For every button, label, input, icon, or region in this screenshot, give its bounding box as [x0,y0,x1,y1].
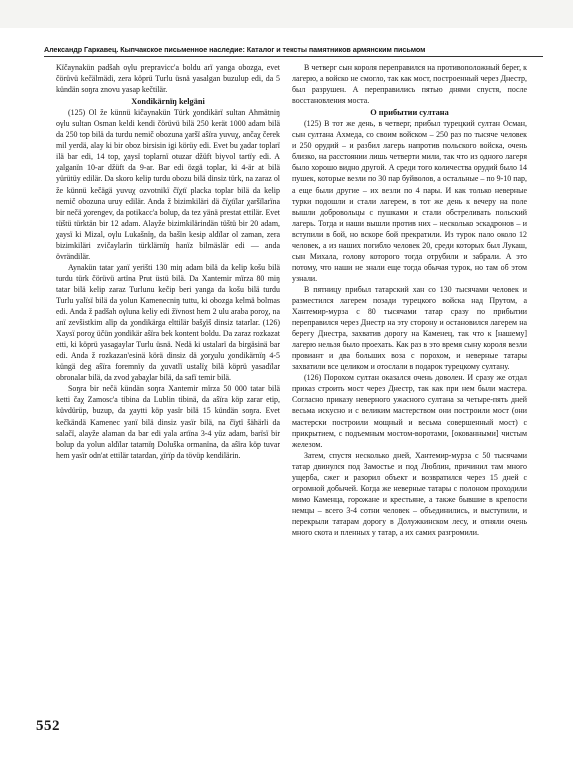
right-column-russian-translation [292,62,527,538]
top-margin-strip [0,0,573,28]
left-column-armeno-kipchak-text [56,62,280,461]
left-section-heading: Χondikärnïŋ kelgäni [131,97,205,107]
right-paragraph-1: В четверг сын короля переправился на противоположный берег, к лагерю, а войско не смогло, так как мост, построенный через Днестр, был разрушен. А переправились пятью днями спустя, после восстановления моста. [292,63,527,106]
right-paragraph-4: (126) Порохом султан оказался очень доволен. И сразу же отдал приказ строить мост через Днестр, так как при нем были мастера. Согласно приказу неверного ужасного султана за четыре-пять дней весьма искусно и с великим мастерством они построили мост (они мастерски построили мощный и весьма совершенный мост) с прикрытием, с подъемным мостом-воротами, [окованными] чистым железом. [292,373,527,449]
header-rule [44,56,543,57]
left-paragraph-3: Aynakün tatar χanï yerišti 130 miŋ adam bilä da kelip košu bilä turdu türk čörüvü artïna Prut üstü bilä. Da Χantemir mïrza 80 miŋ tatar bilä kelip zaraz Turlunu kečip beri yanga da košu bilä turdu Turlu yalïsï bilä da yolun Kamenecniŋ tuttu, ki obozga kelmä bolmas edi. Anda ž padšah oγluna keliy edi žïvnost hem 2 ulu araba poroχ, na anï zevšistkim alïp da χondikärga elttilär bašχïš dinsiz tatarlar. (126) Χaysï poroχ üčün χondikär aŝïra bek kontent boldu. Da zaraz rozkazat etti, ki köprü yasagaylar Turlu üsnä. Nedä ki ustalarï da birgäsinä bar edi. Anda ž rozkazan'esinä körä dinsiz dä χorχulu χondikärnïŋ 4-5 küngä deg aŝïra foremnïy da χuvatlï ustalïχ bilä köprü yasadïlar obronalar bilä, da zvod χabaχlar bilä, da safï temir bilä. [56,262,280,383]
right-paragraph-5: Затем, спустя несколько дней, Хантемир-мурза с 50 тысячами татар двинулся под Замостье и под Люблин, причинил там много ущерба, сжег и разорил объект и возвратился через 15 дней с огромной добычей. Когда же неверные татары с полоном проходили мимо Каменца, горожане и крестьяне, а также бывшие в крепости немцы – всего 3-4 сотни человек – объединились, и выступили, и перекрыли татарам дорогу в Долужкинском лесу, и отняли очень много скота и пленных у татар, а их самих разгромили. [292,450,527,537]
running-head: Александр Гаркавец. Кыпчакское письменное наследие: Каталог и тексты памятников армянским письмом [44,45,426,54]
left-paragraph-1: Kïčaynakün padšah oγlu prepravicc'a boldu arï yanga obozga, evet čörüvü kečälmädi, zera köprü Turlu üsnä yasalgan buzulup edi, da 5 kündän soŋra znovu yasap kečtilär. [56,63,280,95]
left-paragraph-2: (125) Ol že künnü kičaynakün Türk χondikärï sultan Ahmätniŋ oγlu sultan Osman keldi kendi čörüvü bilä 250 kerät 1000 adam bilä da 250 top bilä da turdu nemič obozuna χaršï aŝïra yuvuχ, ančaχ čerek mil yerdä, alay ki bir oboz birsisin igi körüy edi. Evet bu χadar toplarï ilä bar edi, 14 top, χaysï toplarnï otuzar džüft biyvol tartïy edi. A χalganïn 10-ar džüft da 9-ar. Bar edi özgä toplar, ki 4-är at bilä yürütüy edilär. Da skoro kelip turdu obozu bilä dinsiz türk, na zaraz ol že künnü kečägä yuvuχ ozvotnikï čïχtï placka toplar bilä da kelip nemič obozuna uruy edilär. Anda ž bizimkiläri dä čïχtïlar χaršïlarïna bir nečä χorengev, da potikacc'a bolup, da tez yänä prestat ettilär. Evet tüštü türktän bir 12 adam. Alayže bizimkilärindän tüštü bir 20 adam, χaysï ki Mizal, oγlu Lukašnïŋ, da bašïn kesip aldïlar ol zaman, zera bizimkiläri zvičaylarïn türklärnïŋ hanïz bilmäslär edi — anda övrändilär. [56,108,280,261]
right-paragraph-2: (125) В тот же день, в четверг, прибыл турецкий султан Осман, сын султана Ахмеда, со своим войском – 250 раз по тысяче человек и 250 орудий – и разбил лагерь напротив польского войска, очень близко, на расстоянии лишь четверти мили, так что из одного лагеря было хорошо видно другой. А среди того количества орудий было 14 пушек, которые везли по 30 пар буйволов, а остальные – по 9-10 пар, а еще были другие – их везли по 4 пары. И как только неверные турки подошли и стали лагерем, в тот же день к вечеру на поле вышли добровольцы с пушками и стали обстреливать польский лагерь. Тогда и наши вышли против них – несколько эскадронов – и вступили в бой, но вскоре бой прекратили. Из турок пало около 12 человек, а из наших погибло человек 20, среди которых был Лукаш, сын Михала, голову которого тогда отрубили и забрали. А это потому, что наши не знали еще тогда обычая турок, но там об этом узнали. [292,119,527,283]
left-paragraph-4: Soŋra bir nečä kündän soŋra Χantemir mïrza 50 000 tatar bilä ketti čaχ Zamosc'a tibina da Lublin tibinä, da aŝïra köp zarar etip, küvdürüp, buzup, da χaytti köp yasïr bilä 15 kündän soŋra. Evet kečkändä Kamenec yanï bilä dinsiz yasïr bilä, na čïχtï šähärli da salačï, alayže alaman da bar edi yala artïna 3-4 yüz adam, barïsï bir bolup da yolun aldïlar tatarnïŋ Doluška ormanïna, da aŝïra köp tuvar hem yasïr odn'at ettilär tatardan, χïrïp da tövüp kendilärin. [56,384,280,460]
page-number: 552 [36,718,60,734]
right-paragraph-3: В пятницу прибыл татарский хан со 130 тысячами человек и разместился лагерем позади турецкого войска над Прутом, а Хантемир-мурза с 80 тысячами татар сразу по прибытии переправился через Днестр на эту сторону и остановился лагерем на берегу Днестра, захватив дорогу на Каменец, так что к [нашему] лагерю нельзя было проехать. Как раз в это время сыну короля везли провиант и два больших воза с порохом, и неверные татары захватили все целиком и отослали в подарок турецкому султану. [292,284,527,372]
right-section-heading: О прибытии султана [370,108,449,118]
